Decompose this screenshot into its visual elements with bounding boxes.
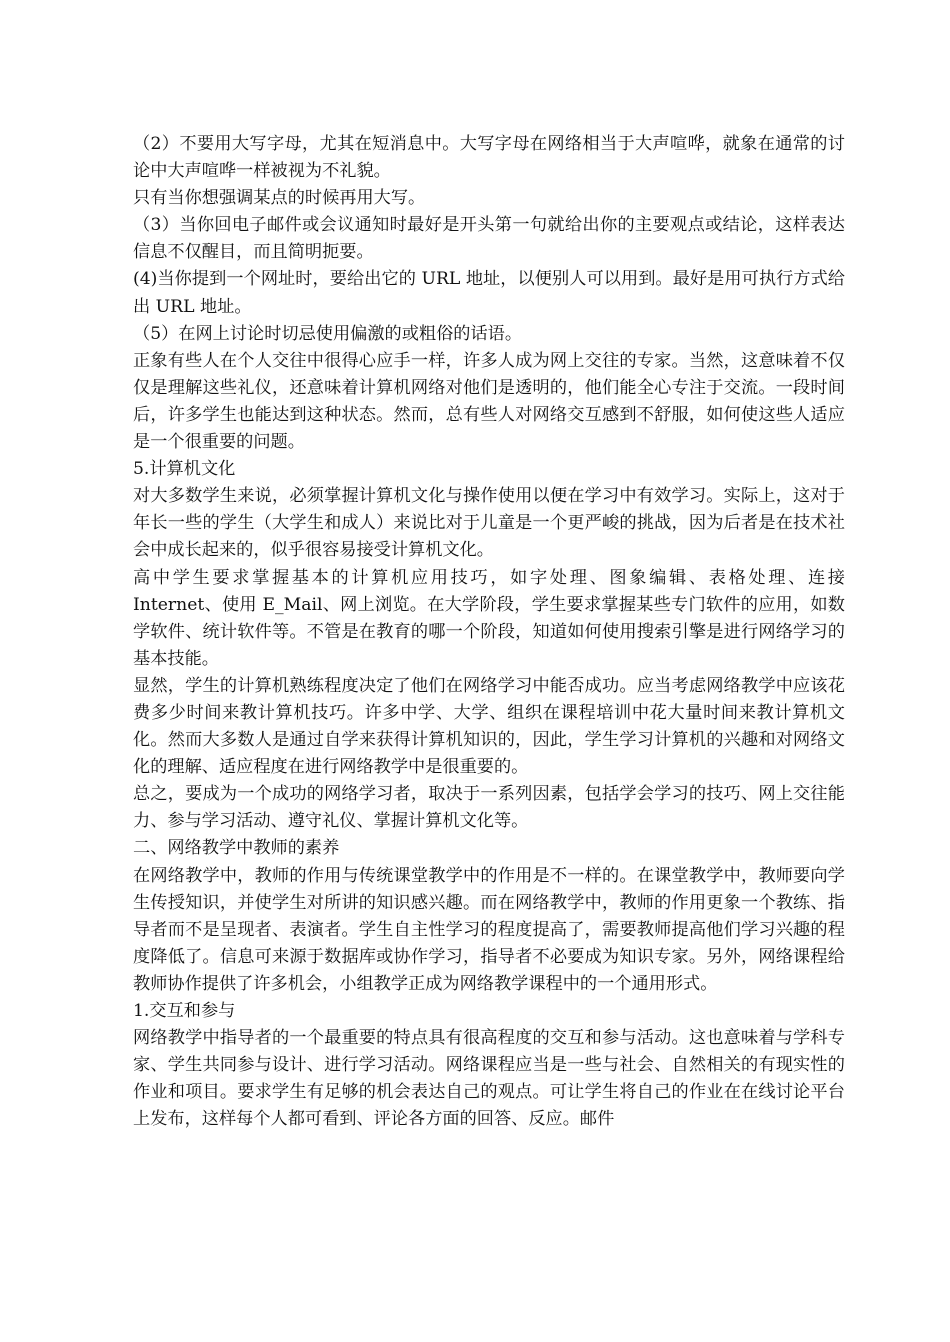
paragraph-online-experts: 正象有些人在个人交往中很得心应手一样，许多人成为网上交往的专家。当然，这意味着不仅仅是理解这些礼仪，还意味着计算机网络对他们是透明的，他们能全心专注于交流。一段时间后，许多学生也能达到这种状态。然而，总有些人对网络交互感到不舒服，如何使这些人适应是一个很重要的问题。: [133, 350, 845, 453]
paragraph-rule-4: (4)当你提到一个网址时，要给出它的 URL 地址，以便别人可以用到。最好是用可执行方式给出 URL 地址。: [133, 269, 845, 317]
paragraph-summary: 总之，要成为一个成功的网络学习者，取决于一系列因素，包括学会学习的技巧、网上交往能力、参与学习活动、遵守礼仪、掌握计算机文化等。: [133, 784, 845, 832]
paragraph-rule-2: （2）不要用大写字母，尤其在短消息中。大写字母在网络相当于大声喧哗，就象在通常的讨论中大声喧哗一样被视为不礼貌。: [133, 134, 845, 182]
paragraph-rule-2-note: 只有当你想强调某点的时候再用大写。: [133, 188, 426, 209]
paragraph-interaction: 网络教学中指导者的一个最重要的特点具有很高程度的交互和参与活动。这也意味着与学科专家、学生共同参与设计、进行学习活动。网络课程应当是一些与社会、自然相关的有现实性的作业和项目。要求学生有足够的机会表达自己的观点。可让学生将自己的作业在在线讨论平台上发布，这样每个人都可看到、评论各方面的回答、反应。邮件: [133, 1028, 845, 1130]
section-heading-computer-culture: 5.计算机文化: [133, 459, 236, 480]
paragraph-proficiency: 显然，学生的计算机熟练程度决定了他们在网络学习中能否成功。应当考虑网络教学中应该花费多少时间来教计算机技巧。许多中学、大学、组织在课程培训中花大量时间来教计算机文化。然而大多数人是通过自学来获得计算机知识的，因此，学生学习计算机的兴趣和对网络文化的理解、适应程度在进行网络教学中是很重要的。: [133, 675, 845, 778]
paragraph-rule-5: （5）在网上讨论时切忌使用偏激的或粗俗的话语。: [133, 323, 523, 344]
paragraph-computer-culture: 对大多数学生来说，必须掌握计算机文化与操作使用以便在学习中有效学习。实际上，这对于年长一些的学生（大学生和成人）来说比对于儿童是一个更严峻的挑战，因为后者是在技术社会中成长起来的，似乎很容易接受计算机文化。: [133, 486, 845, 561]
document-body: [133, 131, 845, 1133]
section-heading-interaction: 1.交互和参与: [133, 1001, 236, 1021]
paragraph-high-school-skills: 高中学生要求掌握基本的计算机应用技巧，如字处理、图象编辑、表格处理、连接 Internet、使用 E_Mail、网上浏览。在大学阶段，学生要求掌握某些专门软件的应用，如数学软件、统计软件等。不管是在教育的哪一个阶段，知道如何使用搜索引擎是进行网络学习的基本技能。: [133, 567, 845, 669]
paragraph-teacher-role: 在网络教学中，教师的作用与传统课堂教学中的作用是不一样的。在课堂教学中，教师要向学生传授知识，并使学生对所讲的知识感兴趣。而在网络教学中，教师的作用更象一个教练、指导者而不是呈现者、表演者。学生自主性学习的程度提高了，需要教师提高他们学习兴趣的程度降低了。信息可来源于数据库或协作学习，指导者不必要成为知识专家。另外，网络课程给教师协作提供了许多机会，小组教学正成为网络教学课程中的一个通用形式。: [133, 865, 845, 994]
section-heading-teacher-qualities: 二、网络教学中教师的素养: [133, 838, 340, 859]
paragraph-rule-3: （3）当你回电子邮件或会议通知时最好是开头第一句就给出你的主要观点或结论，这样表达信息不仅醒目，而且简明扼要。: [133, 215, 845, 263]
